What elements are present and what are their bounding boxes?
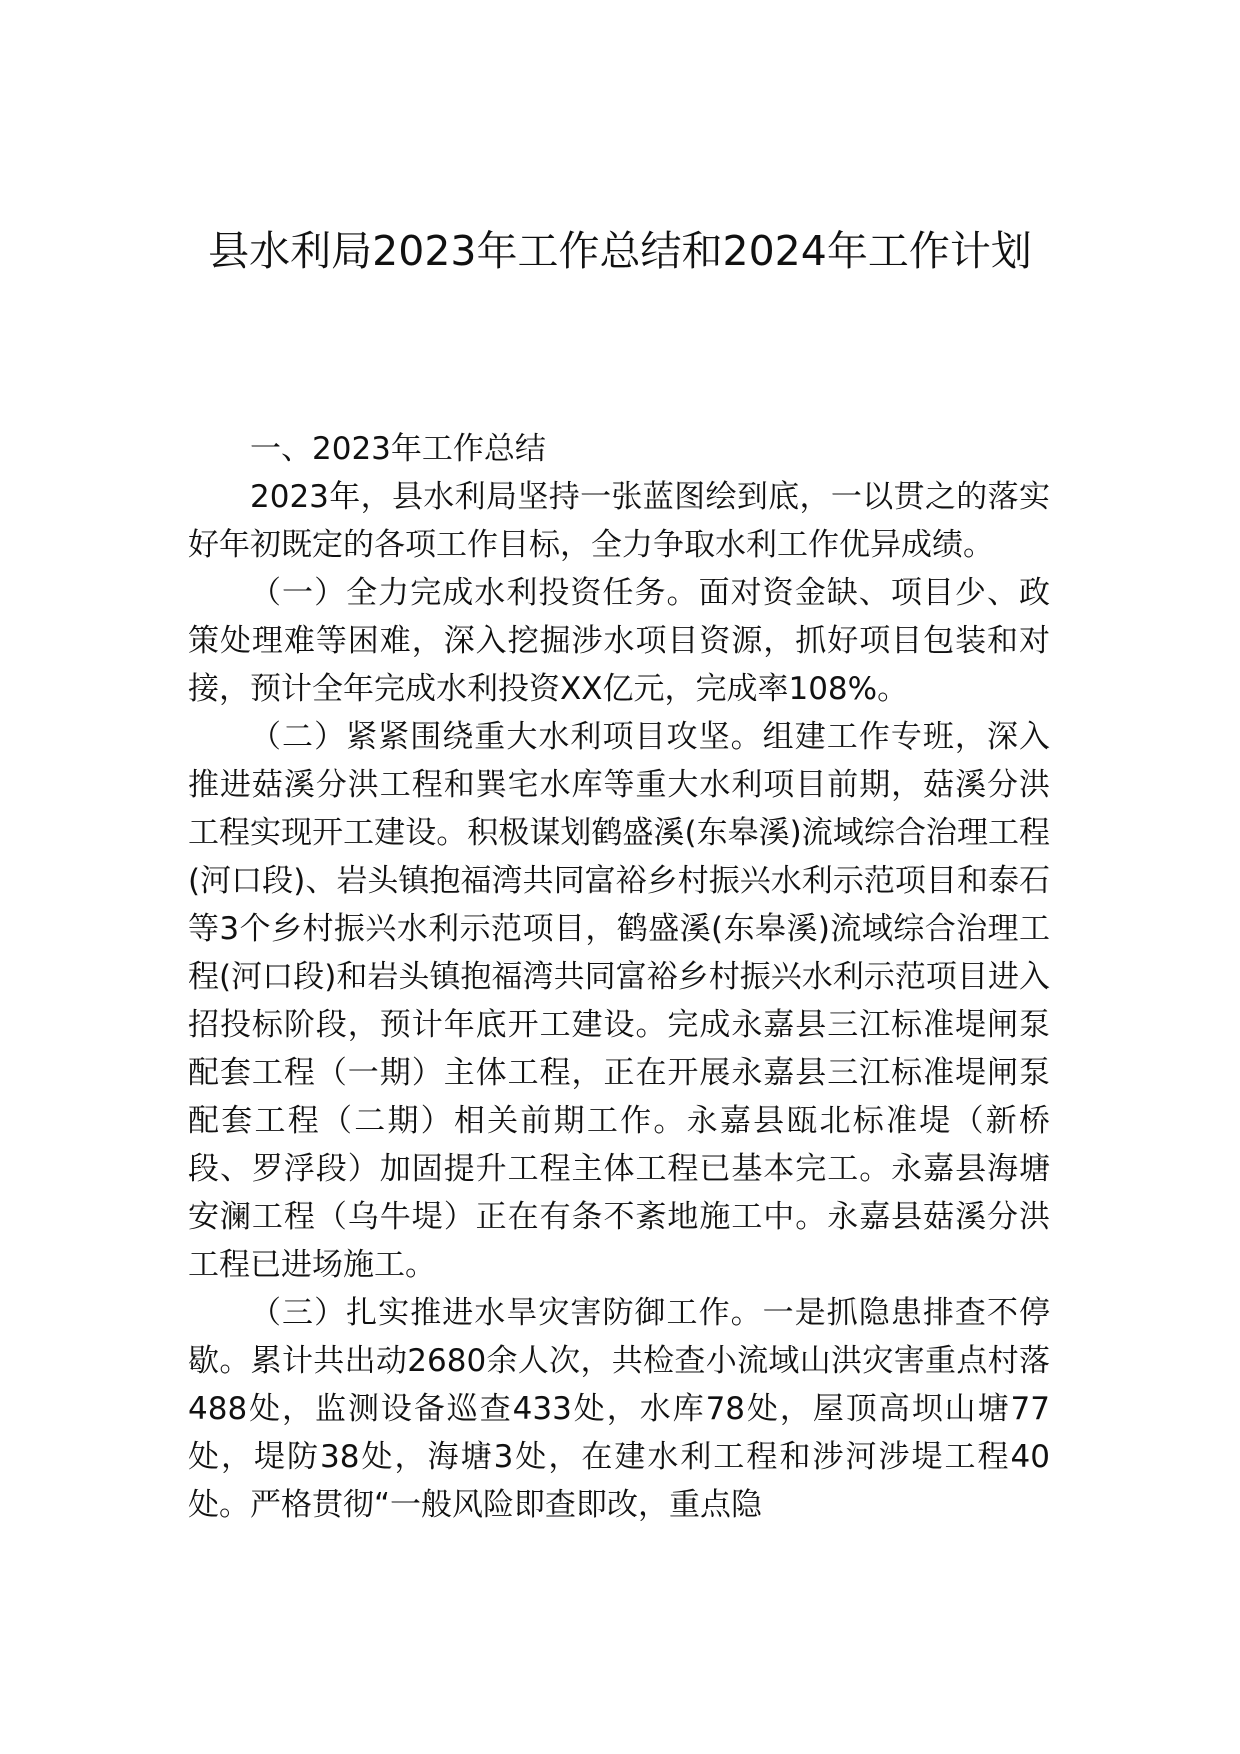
paragraph-flood-prevention: （三）扎实推进水旱灾害防御工作。一是抓隐患排查不停歇。累计共出动2680余人次，共检查小流域山洪灾害重点村落488处，监测设备巡查433处，水库78处，屋顶高坝山塘77处，堤防38处，海塘3处，在建水利工程和涉河涉堤工程40处。严格贯彻“一般风险即查即改，重点隐 [188,1295,1050,1523]
section-heading: 一、2023年工作总结 [250,431,546,467]
paragraph-summary: 2023年，县水利局坚持一张蓝图绘到底，一以贯之的落实好年初既定的各项工作目标，全力争取水利工作优异成绩。 [188,479,1050,563]
paragraph-major-projects: （二）紧紧围绕重大水利项目攻坚。组建工作专班，深入推进菇溪分洪工程和巽宅水库等重大水利项目前期，菇溪分洪工程实现开工建设。积极谋划鹤盛溪(东皋溪)流域综合治理工程(河口段)、岩头镇抱福湾共同富裕乡村振兴水利示范项目和泰石等3个乡村振兴水利示范项目，鹤盛溪(东皋溪)流域综合治理工程(河口段)和岩头镇抱福湾共同富裕乡村振兴水利示范项目进入招投标阶段，预计年底开工建设。完成永嘉县三江标准堤闸泵配套工程（一期）主体工程，正在开展永嘉县三江标准堤闸泵配套工程（二期）相关前期工作。永嘉县瓯北标准堤（新桥段、罗浮段）加固提升工程主体工程已基本完工。永嘉县海塘安澜工程（乌牛堤）正在有条不紊地施工中。永嘉县菇溪分洪工程已进场施工。 [188,719,1050,1283]
document-body [188,425,1050,1529]
document-title: 县水利局2023年工作总结和2024年工作计划 [208,227,1032,275]
paragraph-investment: （一）全力完成水利投资任务。面对资金缺、项目少、政策处理难等困难，深入挖掘涉水项目资源，抓好项目包装和对接，预计全年完成水利投资XX亿元，完成率108%。 [188,575,1050,707]
